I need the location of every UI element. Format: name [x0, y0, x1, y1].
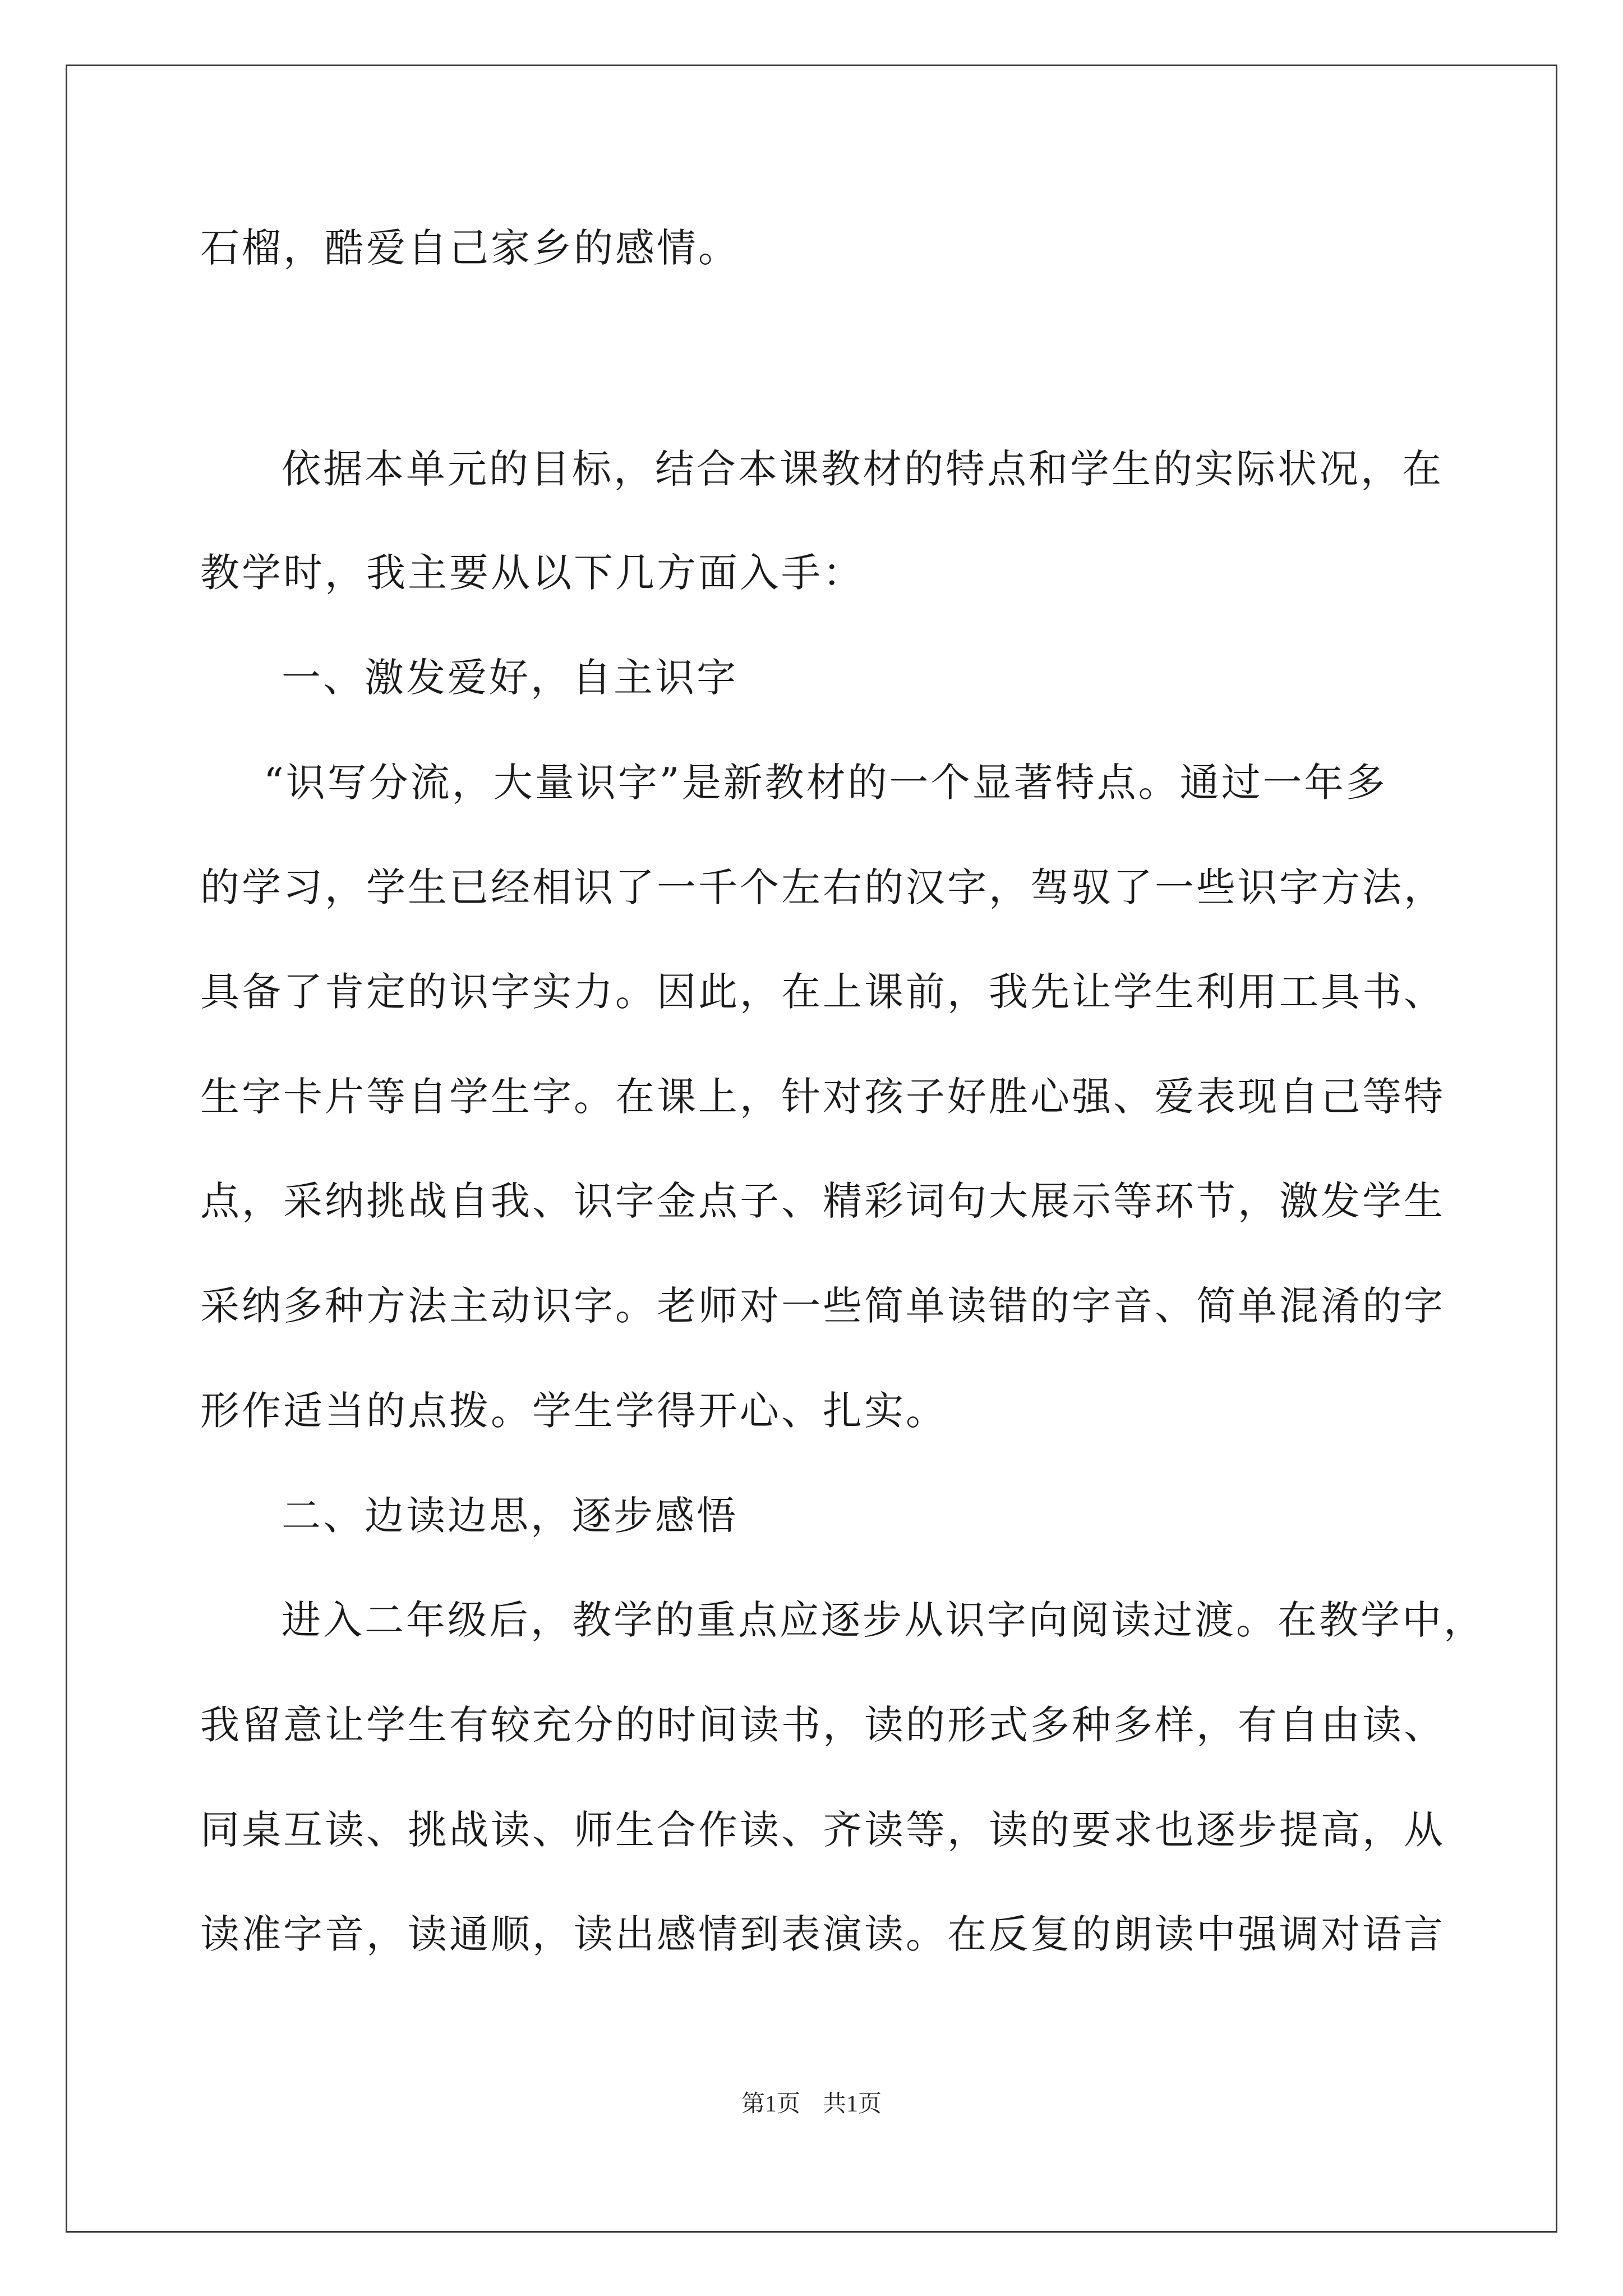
- page-number: 第1页: [741, 2091, 800, 2117]
- text-line: 具备了肯定的识字实力。因此，在上课前，我先让学生利用工具书、: [200, 969, 1445, 1015]
- page-total: 共1页: [823, 2091, 882, 2117]
- text-line: 形作适当的点拨。学生学得开心、扎实。: [200, 1388, 947, 1434]
- section-heading: 二、边读边思，逐步感悟: [282, 1493, 738, 1539]
- text-line: 同桌互读、挑战读、师生合作读、齐读等，读的要求也逐步提高，从: [200, 1807, 1445, 1853]
- text-line: 点，采纳挑战自我、识字金点子、精彩词句大展示等环节，激发学生: [200, 1178, 1445, 1224]
- section-heading: 一、激发爱好，自主识字: [282, 655, 738, 701]
- text-line: 生字卡片等自学生字。在课上，针对孩子好胜心强、爱表现自己等特: [200, 1074, 1445, 1120]
- text-line: 我留意让学生有较充分的时间读书，读的形式多种多样，有自由读、: [200, 1702, 1445, 1748]
- text-line: 石榴，酷爱自己家乡的感情。: [200, 225, 740, 271]
- text-line: 教学时，我主要从以下几方面入手：: [200, 550, 864, 596]
- text-line: 依据本单元的目标，结合本课教材的特点和学生的实际状况，在: [282, 446, 1444, 492]
- text-line: 进入二年级后，教学的重点应逐步从识字向阅读过渡。在教学中，: [282, 1597, 1485, 1643]
- text-line: “识写分流，大量识字”是新教材的一个显著特点。通过一年多: [264, 760, 1387, 806]
- text-line: 采纳多种方法主动识字。老师对一些简单读错的字音、简单混淆的字: [200, 1283, 1445, 1329]
- text-line: 的学习，学生已经相识了一千个左右的汉字，驾驭了一些识字方法，: [200, 864, 1445, 910]
- page-border: [66, 65, 1557, 2233]
- text-line: 读准字音，读通顺，读出感情到表演读。在反复的朗读中强调对语言: [200, 1911, 1445, 1957]
- page-footer: [0, 2092, 1623, 2116]
